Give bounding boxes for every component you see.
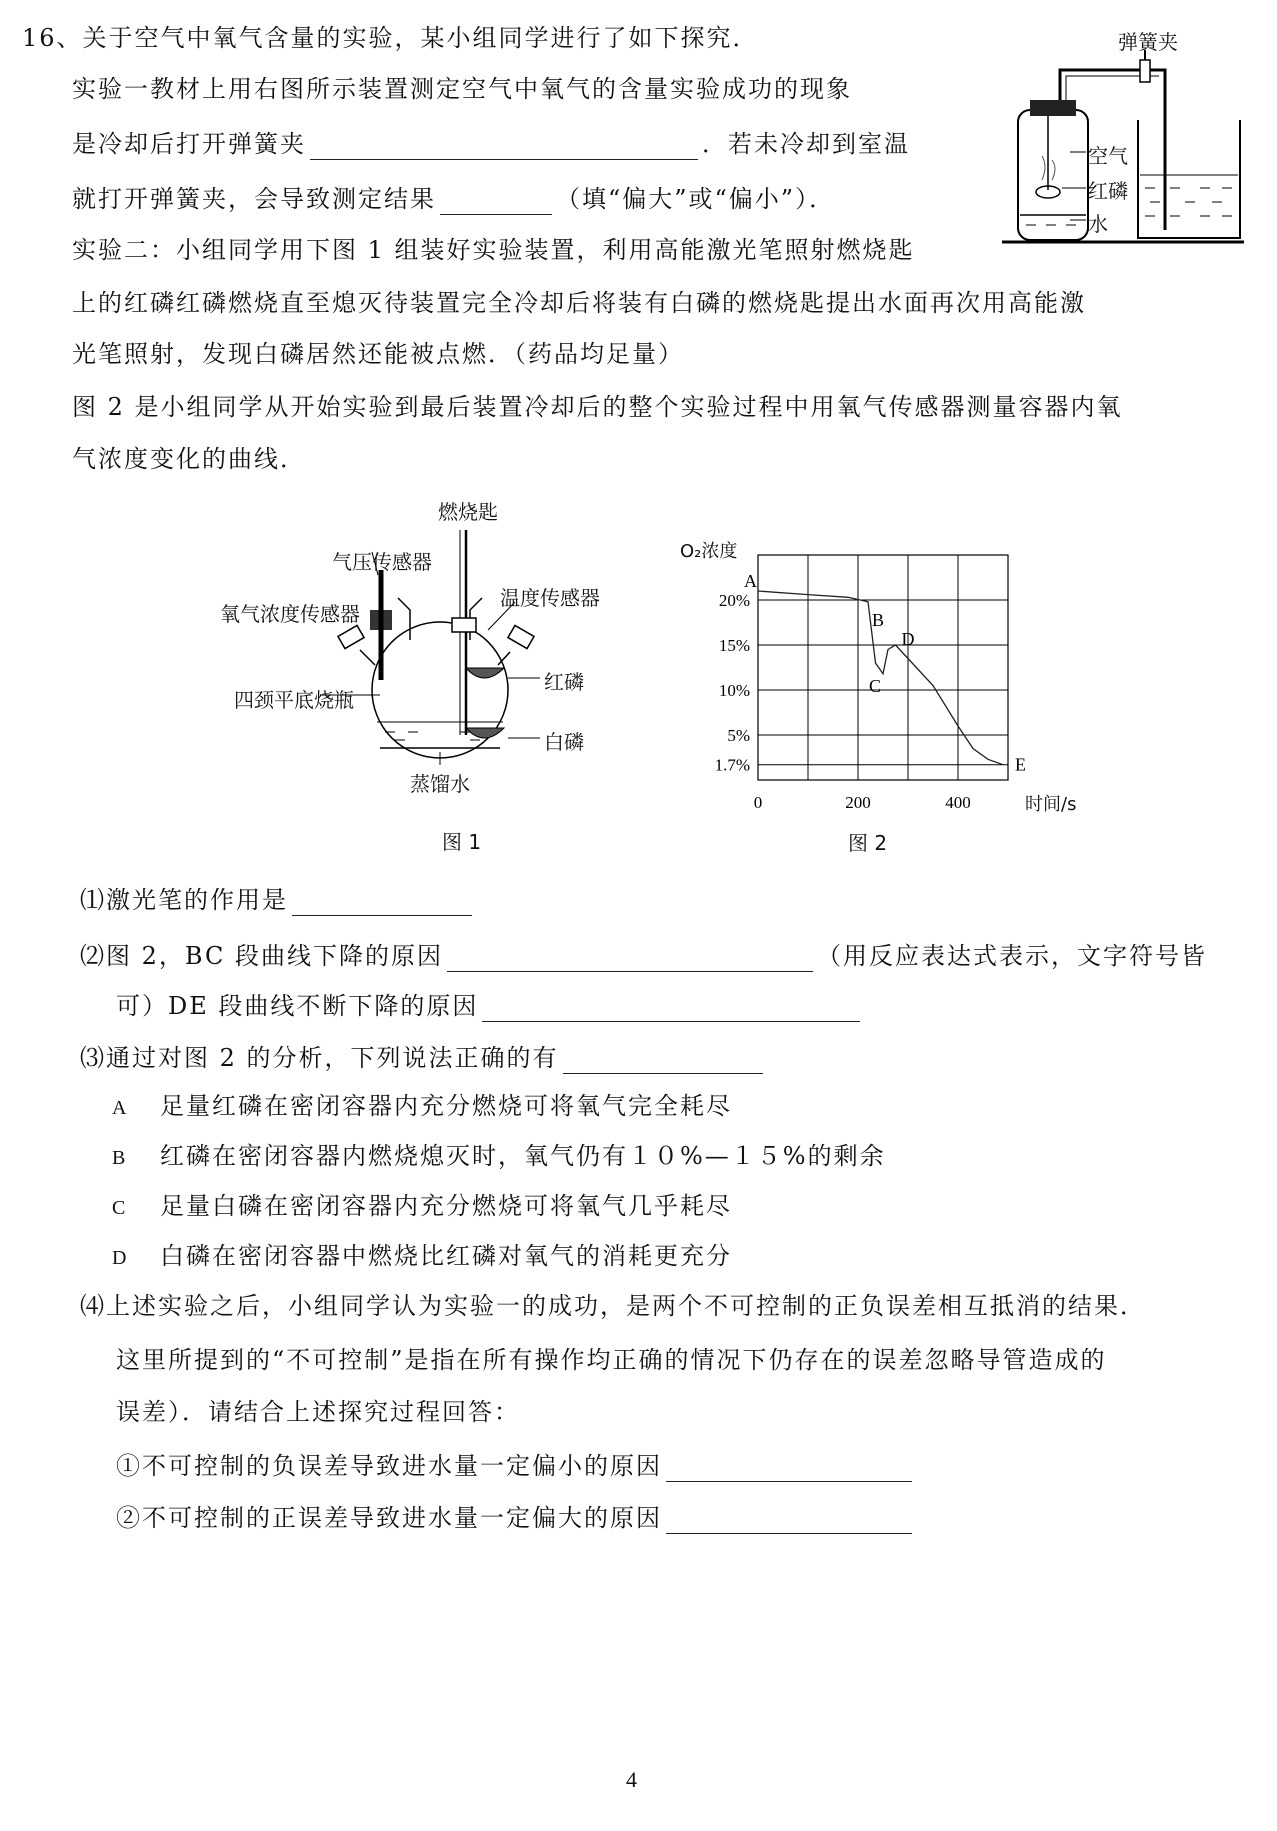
option-a[interactable]: A 足量红磷在密闭容器内充分燃烧可将氧气完全耗尽 xyxy=(112,1092,732,1120)
figure-2-caption: 图 2 xyxy=(848,831,888,855)
option-d[interactable]: D 白磷在密闭容器中燃烧比红磷对氧气的消耗更充分 xyxy=(112,1242,732,1270)
y-tick-label: 5% xyxy=(727,726,750,745)
red-phosphorus-label-fig1: 红磷 xyxy=(544,670,584,694)
question-intro: 16、关于空气中氧气含量的实验，某小组同学进行了如下探究． xyxy=(22,24,759,52)
figure-2 xyxy=(680,525,1100,865)
exp2-line3: 光笔照射，发现白磷居然还能被点燃．（药品均足量） xyxy=(72,340,684,368)
air-label: 空气 xyxy=(1088,144,1128,168)
point-label-b: B xyxy=(872,609,885,630)
q4-line2: 这里所提到的“不可控制”是指在所有操作均正确的情况下仍存在的误差忽略导管造成的 xyxy=(116,1346,1107,1374)
fig2-desc-line2: 气浓度变化的曲线． xyxy=(72,445,306,473)
exp1-line2: 是冷却后打开弹簧夹 ．若未冷却到室温 xyxy=(72,130,910,158)
exp1-line3: 就打开弹簧夹，会导致测定结果 （填“偏大”或“偏小”）． xyxy=(72,185,836,213)
chart-xlabel: 时间/s xyxy=(1025,794,1077,815)
point-label-d: D xyxy=(901,629,915,649)
q4-line1: ⑷上述实验之后，小组同学认为实验一的成功，是两个不可控制的正负误差相互抵消的结果． xyxy=(80,1292,1146,1320)
answer-blank-q4-a[interactable] xyxy=(666,1457,912,1482)
q2-line2: 可）DE 段曲线不断下降的原因 xyxy=(116,990,864,1022)
figure-1-caption: 图 1 xyxy=(442,830,482,854)
chart-ylabel: O₂浓度 xyxy=(680,541,738,562)
point-label-c: C xyxy=(869,675,882,696)
answer-blank-q4-b[interactable] xyxy=(666,1509,912,1534)
y-tick-label: 20% xyxy=(718,591,750,610)
option-b[interactable]: B 红磷在密闭容器内燃烧熄灭时，氧气仍有１０%—１５%的剩余 xyxy=(112,1142,886,1170)
answer-blank-q3[interactable] xyxy=(563,1049,763,1074)
answer-blank-q1[interactable] xyxy=(292,891,472,916)
red-phosphorus-label: 红磷 xyxy=(1088,179,1128,203)
option-c[interactable]: C 足量白磷在密闭容器内充分燃烧可将氧气几乎耗尽 xyxy=(112,1192,732,1220)
exp2-line1: 实验二：小组同学用下图 1 组装好实验装置，利用高能激光笔照射燃烧匙 xyxy=(72,236,915,264)
x-tick-label: 200 xyxy=(845,793,871,812)
q2-line1: ⑵图 2，BC 段曲线下降的原因 （用反应表达式表示，文字符号皆 xyxy=(80,942,1207,970)
textbook-apparatus-figure xyxy=(1000,20,1250,250)
oxygen-concentration-chart xyxy=(680,525,1100,825)
q4-a: ①不可控制的负误差导致进水量一定偏小的原因 xyxy=(116,1450,916,1482)
question-number: 16 xyxy=(22,24,57,52)
exp2-line2: 上的红磷红磷燃烧直至熄灭待装置完全冷却后将装有白磷的燃烧匙提出水面再次用高能激 xyxy=(72,289,1086,317)
temperature-sensor-label: 温度传感器 xyxy=(500,586,600,610)
chart-frame xyxy=(758,555,1008,780)
figure-1 xyxy=(220,490,640,870)
q4-line3: 误差）．请结合上述探究过程回答： xyxy=(116,1398,520,1426)
q4-b: ②不可控制的正误差导致进水量一定偏大的原因 xyxy=(116,1502,916,1534)
fig2-desc-line1: 图 2 是小组同学从开始实验到最后装置冷却后的整个实验过程中用氧气传感器测量容器内氧 xyxy=(72,393,1123,421)
pressure-sensor-label: 气压传感器 xyxy=(332,550,432,574)
q3: ⑶通过对图 2 的分析，下列说法正确的有 xyxy=(80,1042,767,1074)
answer-blank-q2-bc[interactable] xyxy=(447,947,813,972)
flask-label: 四颈平底烧瓶 xyxy=(234,688,354,712)
exp1-line1: 实验一教材上用右图所示装置测定空气中氧气的含量实验成功的现象 xyxy=(72,75,852,103)
point-label-a: A xyxy=(744,571,757,591)
water-label: 水 xyxy=(1088,212,1108,236)
distilled-water-label: 蒸馏水 xyxy=(410,772,470,796)
y-tick-label: 15% xyxy=(718,636,750,655)
q1: ⑴激光笔的作用是 xyxy=(80,884,476,916)
point-label-e: E xyxy=(1015,754,1026,775)
page-number: 4 xyxy=(626,1767,637,1792)
answer-blank-phenomenon[interactable] xyxy=(310,135,698,160)
x-tick-label: 0 xyxy=(753,793,763,812)
answer-blank-q2-de[interactable] xyxy=(482,997,860,1022)
clamp-label: 弹簧夹 xyxy=(1118,30,1178,54)
y-tick-label: 1.7% xyxy=(714,755,750,775)
white-phosphorus-label: 白磷 xyxy=(544,730,584,754)
x-tick-label: 400 xyxy=(945,793,971,812)
oxygen-sensor-label: 氧气浓度传感器 xyxy=(220,602,360,626)
answer-blank-result[interactable] xyxy=(440,190,552,215)
y-tick-label: 10% xyxy=(718,681,750,700)
spoon-label: 燃烧匙 xyxy=(438,500,498,524)
